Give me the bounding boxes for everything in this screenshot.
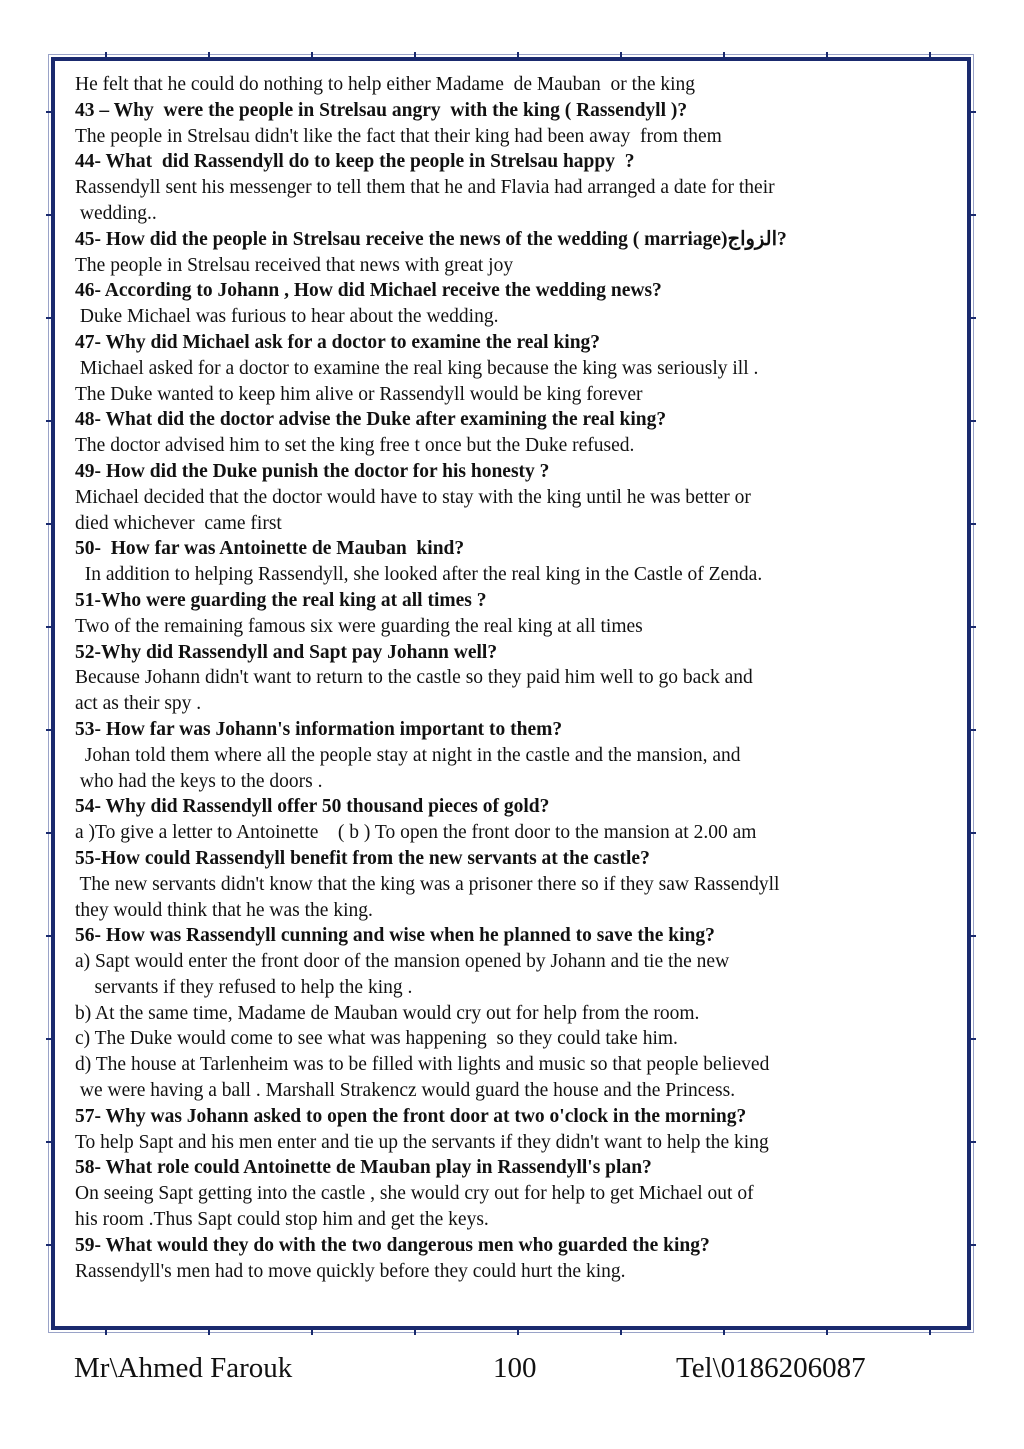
page-footer <box>0 1352 1024 1392</box>
border-tick <box>970 420 976 422</box>
answer-line: his room .Thus Sapt could stop him and get the keys. <box>75 1209 489 1231</box>
border-tick <box>970 1244 976 1246</box>
answer-line: Rassendyll sent his messenger to tell them that he and Flavia had arranged a date for their <box>75 177 775 199</box>
question-line: 50- How far was Antoinette de Mauban kind? <box>75 538 465 560</box>
border-tick <box>826 52 828 58</box>
answer-line: b) At the same time, Madame de Mauban would cry out for help from the room. <box>75 1002 700 1024</box>
border-tick <box>46 523 52 525</box>
question-line: 43 – Why were the people in Strelsau angry with the king ( Rassendyll )? <box>75 99 688 121</box>
question-line: 56- How was Rassendyll cunning and wise when he planned to save the king? <box>75 925 715 947</box>
answer-line: The new servants didn't know that the king was a prisoner there so if they saw Rassendyll <box>75 873 780 895</box>
footer-author: Mr\Ahmed Farouk <box>74 1352 293 1384</box>
border-tick <box>970 523 976 525</box>
answer-line: Michael decided that the doctor would have to stay with the king until he was better or <box>75 486 751 508</box>
border-tick <box>46 1038 52 1040</box>
answer-line: c) The Duke would come to see what was happening so they could take him. <box>75 1028 678 1050</box>
answer-line: wedding.. <box>75 202 157 224</box>
question-line: 57- Why was Johann asked to open the front door at two o'clock in the morning? <box>75 1105 747 1127</box>
answer-line: Duke Michael was furious to hear about the wedding. <box>75 306 499 328</box>
border-tick <box>970 214 976 216</box>
question-line: 48- What did the doctor advise the Duke after examining the real king? <box>75 409 667 431</box>
question-line: 49- How did the Duke punish the doctor for his honesty ? <box>75 460 550 482</box>
answer-line: who had the keys to the doors . <box>75 770 323 792</box>
border-tick <box>970 832 976 834</box>
border-tick <box>970 729 976 731</box>
border-tick <box>414 52 416 58</box>
border-tick <box>970 935 976 937</box>
question-line: 58- What role could Antoinette de Mauban play in Rassendyll's plan? <box>75 1157 652 1179</box>
page-number: 100 <box>493 1352 537 1384</box>
border-tick <box>105 1329 107 1335</box>
border-tick <box>46 1244 52 1246</box>
answer-line: died whichever came first <box>75 512 282 534</box>
answer-line: they would think that he was the king. <box>75 899 373 921</box>
border-tick <box>970 317 976 319</box>
border-tick <box>929 1329 931 1335</box>
question-line: 51-Who were guarding the real king at all times ? <box>75 589 487 611</box>
border-tick <box>723 1329 725 1335</box>
border-tick <box>105 52 107 58</box>
border-tick <box>311 52 313 58</box>
border-tick <box>46 111 52 113</box>
answer-line: act as their spy . <box>75 693 202 715</box>
border-tick <box>414 1329 416 1335</box>
answer-line: Two of the remaining famous six were guarding the real king at all times <box>75 615 643 637</box>
answer-line: He felt that he could do nothing to help either Madame de Mauban or the king <box>75 74 696 95</box>
border-tick <box>970 626 976 628</box>
border-tick <box>929 52 931 58</box>
border-tick <box>826 1329 828 1335</box>
border-tick <box>311 1329 313 1335</box>
border-tick <box>970 111 976 113</box>
border-tick <box>46 214 52 216</box>
answer-line: To help Sapt and his men enter and tie up the servants if they didn't want to help the king <box>75 1131 769 1153</box>
question-line: 44- What did Rassendyll do to keep the people in Strelsau happy ? <box>75 151 635 173</box>
border-tick <box>208 1329 210 1335</box>
border-tick <box>970 1038 976 1040</box>
question-line: 59- What would they do with the two dangerous men who guarded the king? <box>75 1234 710 1256</box>
answer-line: Because Johann didn't want to return to the castle so they paid him well to go back and <box>75 667 753 689</box>
answer-line: we were having a ball . Marshall Strakencz would guard the house and the Princess. <box>75 1080 736 1102</box>
answer-line: a )To give a letter to Antoinette ( b ) To open the front door to the mansion at 2.00 am <box>75 822 757 844</box>
border-tick <box>46 626 52 628</box>
border-tick <box>620 1329 622 1335</box>
answer-line: The people in Strelsau didn't like the fact that their king had been away from them <box>75 125 722 147</box>
border-tick <box>970 1141 976 1143</box>
border-tick <box>208 52 210 58</box>
question-line: 45- How did the people in Strelsau receive the news of the wedding ( marriage)الزواج? <box>75 228 787 250</box>
border-tick <box>46 317 52 319</box>
border-tick <box>46 832 52 834</box>
border-tick <box>46 1141 52 1143</box>
answer-line: d) The house at Tarlenheim was to be filled with lights and music so that people believed <box>75 1054 770 1076</box>
border-tick <box>723 52 725 58</box>
border-tick <box>517 52 519 58</box>
question-line: 47- Why did Michael ask for a doctor to examine the real king? <box>75 331 601 353</box>
border-tick <box>517 1329 519 1335</box>
answer-line: The people in Strelsau received that news with great joy <box>75 254 514 276</box>
border-tick <box>46 729 52 731</box>
question-line: 46- According to Johann , How did Michael receive the wedding news? <box>75 280 662 302</box>
page-content <box>75 72 955 1284</box>
footer-phone: Tel\0186206087 <box>676 1352 866 1384</box>
border-tick <box>46 935 52 937</box>
border-tick <box>620 52 622 58</box>
answer-line: The Duke wanted to keep him alive or Rassendyll would be king forever <box>75 383 643 405</box>
answer-line: servants if they refused to help the king . <box>75 976 413 998</box>
answer-line: In addition to helping Rassendyll, she looked after the real king in the Castle of Zenda. <box>75 564 763 586</box>
answer-line: The doctor advised him to set the king free t once but the Duke refused. <box>75 435 635 457</box>
border-tick <box>46 420 52 422</box>
answer-line: Johan told them where all the people stay at night in the castle and the mansion, and <box>75 744 741 766</box>
answer-line: Michael asked for a doctor to examine the real king because the king was seriously ill . <box>75 357 759 379</box>
answer-line: On seeing Sapt getting into the castle , she would cry out for help to get Michael out of <box>75 1183 754 1205</box>
question-line: 54- Why did Rassendyll offer 50 thousand pieces of gold? <box>75 796 550 818</box>
answer-line: Rassendyll's men had to move quickly before they could hurt the king. <box>75 1260 626 1282</box>
answer-line: a) Sapt would enter the front door of the mansion opened by Johann and tie the new <box>75 951 730 973</box>
question-line: 55-How could Rassendyll benefit from the new servants at the castle? <box>75 847 650 869</box>
question-line: 53- How far was Johann's information important to them? <box>75 718 563 740</box>
question-line: 52-Why did Rassendyll and Sapt pay Johann well? <box>75 641 498 663</box>
